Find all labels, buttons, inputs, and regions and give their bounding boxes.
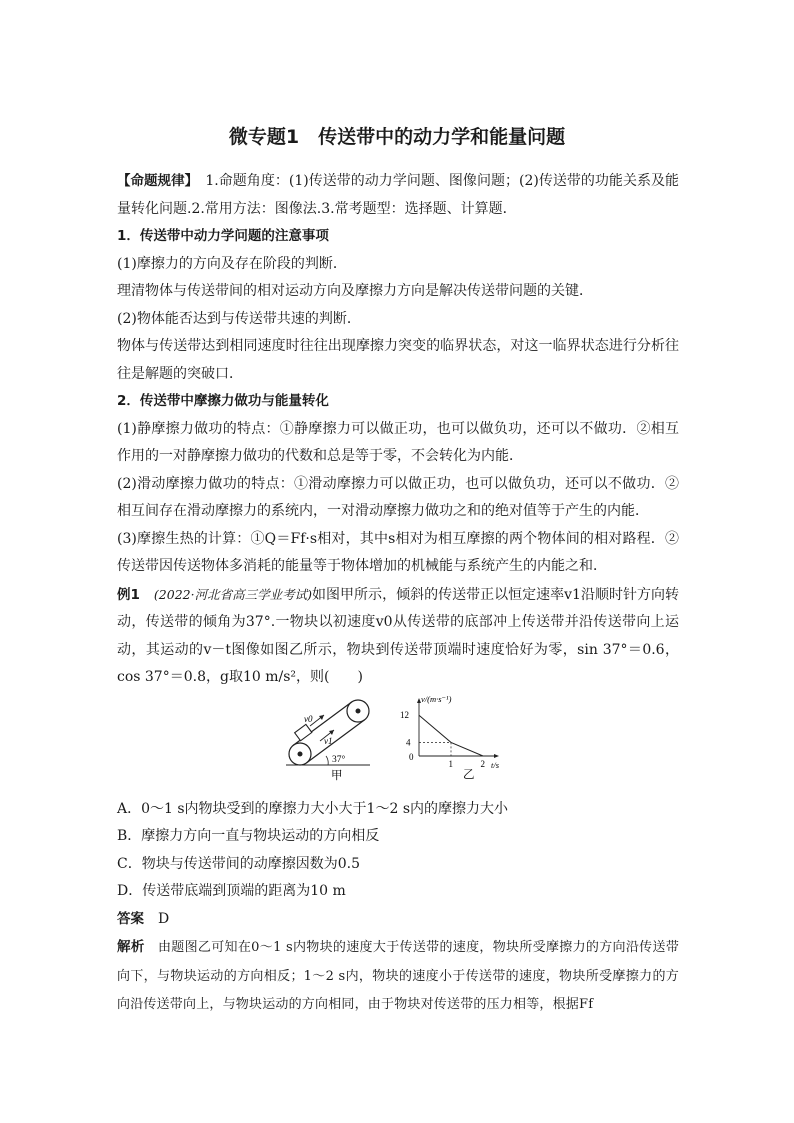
section-1-para-4: 物体与传送带达到相同速度时往往出现摩擦力突变的临界状态，对这一临界状态进行分析往往是解题的突破口． [117, 338, 679, 382]
example-text: 如图甲所示，倾斜的传送带正以恒定速率v1沿顺时针方向转动，传送带的倾角为37°.一物块以初速度v0从传送带的底部冲上传送带并沿传送带向上运动，其运动的v－t图像如图乙所示，物块到传送带顶端时速度恰好为零，sin 37°＝0.6，cos 37°＝0.8，g取10 m/s²，则( ) [117, 586, 679, 685]
origin-label: 0 [409, 751, 414, 762]
bottom-pulley-axle [298, 751, 303, 756]
section-1-para-3: (2)物体能否达到与传送带共速的判断． [117, 310, 361, 327]
rule-label: 【命题规律】 [117, 173, 192, 189]
y-tick-12: 12 [400, 709, 409, 720]
section-1-title: 1．传送带中动力学问题的注意事项 [117, 228, 329, 244]
block [295, 724, 312, 740]
x-tick-2: 2 [480, 758, 485, 769]
section-1-para-1: (1)摩擦力的方向及存在阶段的判断． [117, 255, 347, 272]
v1-arrowhead [329, 730, 334, 735]
section-2-para-1: (1)静摩擦力做功的特点：①静摩擦力可以做正功，也可以做负功，还可以不做功．②相互作用的一对静摩擦力做功的代数和总是等于零，不会转化为内能． [117, 420, 679, 464]
y-axis-label: v/(m·s⁻¹) [421, 693, 452, 704]
figure-yi-caption: 乙 [463, 768, 475, 781]
option-b: B．摩擦力方向一直与物块运动的方向相反 [117, 828, 380, 844]
answer-line [117, 906, 679, 934]
explanation-text: 由题图乙可知在0～1 s内物块的速度大于传送带的速度，物块所受摩擦力的方向沿传送带向下，与物块运动的方向相反；1～2 s内，物块的速度小于传送带的速度，物块所受摩擦力的方向沿传送带向上，与物块运动的方向相同，由于物块对传送带的压力相等，根据Ff [117, 940, 680, 1012]
figures-row [117, 692, 679, 796]
v0-label: v0 [304, 713, 313, 724]
vt-series-line [419, 715, 483, 756]
explanation-label: 解析 [117, 939, 145, 955]
figure-jia-caption: 甲 [331, 769, 343, 782]
x-axis-label: t/s [491, 759, 500, 770]
y-tick-4: 4 [406, 736, 411, 747]
answer-label: 答案 [117, 910, 144, 927]
example-label: 例1 [117, 586, 140, 603]
section-2-para-3: (3)摩擦生热的计算：①Q＝Ff·s相对，其中s相对为相互摩擦的两个物体间的相对路程．②传送带因传送物体多消耗的能量等于物体增加的机械能与系统产生的内能之和． [117, 530, 679, 574]
example-source: (2022·河北省高三学业考试) [153, 586, 313, 602]
x-tick-1: 1 [448, 758, 453, 769]
figure-yi-vt-graph [393, 694, 511, 794]
document-body [117, 168, 679, 1020]
angle-arc [326, 756, 328, 765]
figure-jia-conveyor [284, 698, 384, 796]
page-title: 微专题1 传送带中的动力学和能量问题 [228, 126, 566, 148]
v0-arrowhead [319, 715, 324, 720]
rule-paragraph [117, 168, 679, 223]
top-pulley-axle [356, 708, 361, 713]
section-2-title: 2．传送带中摩擦力做功与能量转化 [117, 393, 329, 409]
option-c: C．物块与传送带间的动摩擦因数为0.5 [117, 855, 360, 872]
example-paragraph [117, 581, 679, 692]
rule-text: 1.命题角度：(1)传送带的动力学问题、图像问题；(2)传送带的功能关系及能量转化问题.2.常用方法：图像法.3.常考题型：选择题、计算题． [117, 173, 679, 217]
section-1-para-2: 理清物体与传送带间的相对运动方向及摩擦力方向是解决传送带问题的关键． [117, 283, 593, 299]
angle-label: 37° [332, 754, 346, 765]
option-a: A．0～1 s内物块受到的摩擦力大小大于1～2 s内的摩擦力大小 [117, 800, 509, 817]
option-d: D．传送带底端到顶端的距离为10 m [117, 883, 346, 899]
section-2-para-2: (2)滑动摩擦力做功的特点：①滑动摩擦力可以做正功，也可以做负功，还可以不做功．②相互间存在滑动摩擦力的系统内，一对滑动摩擦力做功之和的绝对值等于产生的内能． [117, 475, 679, 519]
x-axis-arrowhead [494, 754, 499, 758]
explanation-paragraph [117, 933, 679, 1020]
answer-value: D [158, 910, 170, 927]
v1-label: v1 [324, 735, 333, 746]
